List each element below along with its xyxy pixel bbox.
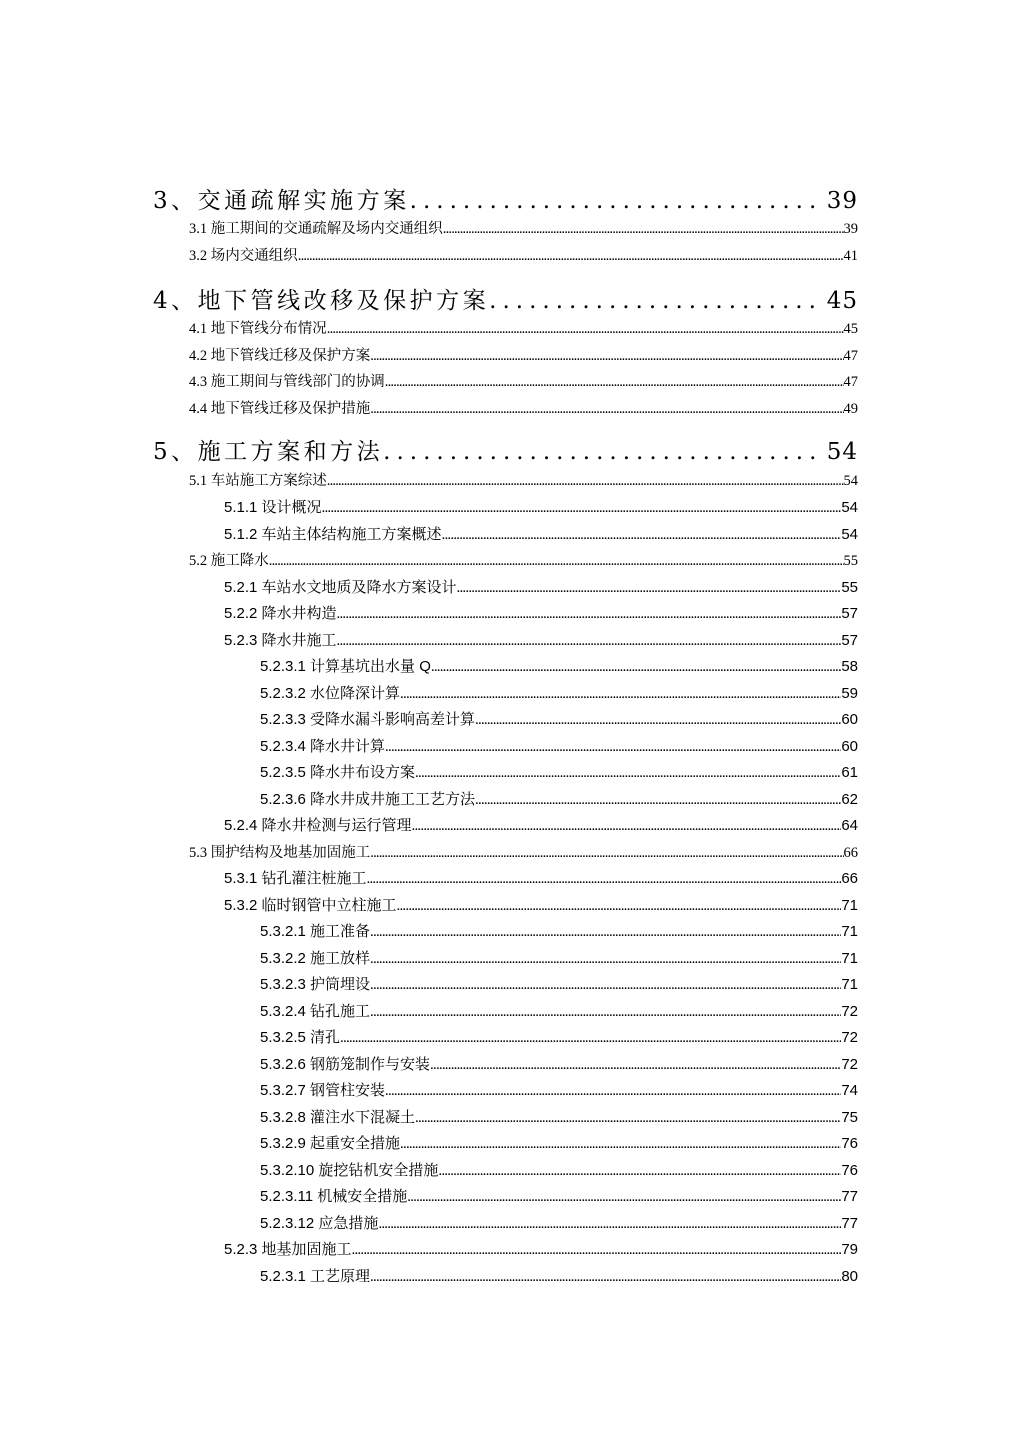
toc-entry-title: 5.1 车站施工方案综述	[189, 473, 327, 489]
toc-entry-title: 5.2.3 地基加固施工	[224, 1241, 352, 1258]
toc-entry[interactable]	[189, 344, 858, 365]
toc-entry-title: 4.2 地下管线迁移及保护方案	[189, 348, 371, 364]
toc-entry-title: 5.3.2.5 清孔	[260, 1029, 341, 1046]
toc-page-number: 45	[826, 288, 858, 314]
toc-dot-leader	[370, 845, 843, 862]
toc-page-number: 71	[841, 976, 858, 993]
toc-page-number: 47	[843, 348, 858, 364]
toc-entry-title: 5.3.2.7 钢管柱安装	[260, 1082, 386, 1099]
toc-dot-leader	[370, 348, 843, 365]
toc-entry-title: 3.2 场内交通组织	[189, 248, 298, 264]
toc-chapter-entry[interactable]	[153, 182, 858, 215]
toc-entry-title: 4.1 地下管线分布情况	[189, 321, 327, 337]
toc-dot-leader	[378, 1216, 841, 1233]
toc-dot-leader	[443, 221, 844, 238]
toc-dot-leader	[327, 321, 844, 338]
toc-dot-leader	[407, 1189, 841, 1206]
toc-dot-leader	[457, 580, 842, 597]
toc-page-number: 72	[841, 1056, 858, 1073]
toc-entry[interactable]	[224, 602, 858, 623]
toc-dot-leader	[430, 1057, 841, 1074]
toc-entry[interactable]	[260, 1079, 858, 1100]
toc-page-number: 77	[841, 1188, 858, 1205]
toc-entry-title: 5.3.2.8 灌注水下混凝土	[260, 1109, 416, 1126]
toc-page-number: 59	[841, 685, 858, 702]
toc-entry[interactable]	[260, 655, 858, 676]
toc-entry-title: 5.2.3.1 计算基坑出水量 Q	[260, 658, 431, 675]
toc-page-number: 55	[843, 553, 858, 569]
toc-entry[interactable]	[224, 894, 858, 915]
toc-entry-title: 5.2 施工降水	[189, 553, 269, 569]
toc-entry-title: 5.3.2.3 护筒埋设	[260, 976, 371, 993]
toc-page-number: 71	[841, 923, 858, 940]
toc-dot-leader	[400, 1136, 841, 1153]
toc-page-number: 54	[841, 499, 858, 516]
toc-page-number: 60	[841, 738, 858, 755]
toc-page-number: 71	[841, 897, 858, 914]
toc-entry[interactable]	[224, 867, 858, 888]
toc-entry[interactable]	[189, 317, 858, 338]
toc-dot-leader	[269, 553, 844, 570]
toc-entry-title: 5.2.3.4 降水井计算	[260, 738, 386, 755]
toc-dot-leader	[400, 686, 841, 703]
toc-entry-title: 4、地下管线改移及保护方案	[153, 288, 490, 314]
toc-entry-title: 5.2.2 降水井构造	[224, 605, 337, 622]
toc-dot-leader	[322, 500, 842, 517]
toc-entry[interactable]	[189, 469, 858, 490]
toc-entry-title: 5.2.4 降水井检测与运行管理	[224, 817, 412, 834]
toc-page-number: 41	[843, 248, 858, 264]
toc-entry[interactable]	[260, 761, 858, 782]
toc-dot-leader	[415, 1110, 841, 1127]
toc-dot-leader	[367, 871, 842, 888]
toc-chapter-entry[interactable]	[153, 433, 858, 466]
toc-entry-title: 5.3.2.1 施工准备	[260, 923, 371, 940]
toc-page-number: 54	[843, 473, 858, 489]
toc-page-number: 80	[841, 1268, 858, 1285]
toc-page-number: 49	[843, 401, 858, 417]
toc-entry[interactable]	[189, 370, 858, 391]
toc-dot-leader	[370, 1269, 841, 1286]
toc-page-number: 58	[841, 658, 858, 675]
toc-page-number: 66	[841, 870, 858, 887]
toc-entry-title: 5.2.3.11 机械安全措施	[260, 1188, 408, 1205]
toc-dot-leader	[298, 248, 844, 265]
toc-entry[interactable]	[189, 549, 858, 570]
toc-dot-leader	[475, 712, 841, 729]
toc-entry[interactable]	[260, 1053, 858, 1074]
toc-entry-title: 5.2.3 降水井施工	[224, 632, 337, 649]
toc-chapter-entry[interactable]	[153, 282, 858, 315]
toc-page-number: 62	[841, 791, 858, 808]
toc-entry[interactable]	[260, 947, 858, 968]
toc-entry-title: 5.2.3.3 受降水漏斗影响高差计算	[260, 711, 476, 728]
toc-dot-leader	[431, 659, 841, 676]
toc-entry[interactable]	[260, 1000, 858, 1021]
toc-dot-leader	[385, 374, 844, 391]
toc-page-number: 75	[841, 1109, 858, 1126]
toc-entry[interactable]	[224, 629, 858, 650]
toc-entry[interactable]	[224, 496, 858, 517]
toc-page-number: 57	[841, 632, 858, 649]
toc-dot-leader	[370, 951, 841, 968]
toc-page-number: 76	[841, 1162, 858, 1179]
toc-entry[interactable]	[189, 841, 858, 862]
toc-page-number: 47	[843, 374, 858, 390]
toc-entry[interactable]	[260, 1026, 858, 1047]
toc-page-number: 76	[841, 1135, 858, 1152]
toc-page-number: 54	[841, 526, 858, 543]
toc-entry[interactable]	[260, 1132, 858, 1153]
toc-entry-title: 5.3.2.6 钢筋笼制作与安装	[260, 1056, 431, 1073]
toc-entry-title: 5.2.1 车站水文地质及降水方案设计	[224, 579, 457, 596]
toc-entry[interactable]	[260, 682, 858, 703]
toc-page-number: 54	[826, 439, 858, 465]
toc-entry[interactable]	[189, 244, 858, 265]
toc-dot-leader	[438, 1163, 841, 1180]
toc-entry[interactable]	[189, 217, 858, 238]
toc-entry-title: 5.1.1 设计概况	[224, 499, 322, 516]
toc-dot-leader	[352, 1242, 842, 1259]
toc-entry[interactable]	[189, 397, 858, 418]
toc-entry-title: 5.2.3.2 水位降深计算	[260, 685, 401, 702]
toc-page-number: 55	[841, 579, 858, 596]
toc-entry[interactable]	[260, 708, 858, 729]
toc-entry-title: 5.3.2.4 钻孔施工	[260, 1003, 371, 1020]
toc-dot-leader	[370, 977, 841, 994]
toc-entry-title: 5.2.3.1 工艺原理	[260, 1268, 371, 1285]
toc-entry-title: 5.3.1 钻孔灌注桩施工	[224, 870, 367, 887]
toc-entry-title: 5.3.2 临时钢管中立柱施工	[224, 897, 397, 914]
toc-dot-leader	[337, 606, 842, 623]
toc-dot-leader	[370, 401, 843, 418]
toc-entry-title: 5.2.3.6 降水井成井施工工艺方法	[260, 791, 476, 808]
toc-entry[interactable]	[260, 1185, 858, 1206]
toc-dot-leader	[370, 1004, 841, 1021]
toc-dot-leader	[410, 188, 815, 214]
toc-page-number: 45	[843, 321, 858, 337]
toc-entry-title: 5.3.2.10 旋挖钻机安全措施	[260, 1162, 439, 1179]
toc-dot-leader	[327, 473, 844, 490]
toc-entry-title: 5.1.2 车站主体结构施工方案概述	[224, 526, 442, 543]
toc-dot-leader	[475, 792, 841, 809]
toc-page-number: 71	[841, 950, 858, 967]
toc-page-number: 64	[841, 817, 858, 834]
toc-dot-leader	[385, 1083, 841, 1100]
toc-entry[interactable]	[260, 920, 858, 941]
toc-entry-title: 5.2.3.12 应急措施	[260, 1215, 379, 1232]
toc-page-number: 77	[841, 1215, 858, 1232]
toc-page-number: 39	[843, 221, 858, 237]
toc-entry-title: 4.4 地下管线迁移及保护措施	[189, 401, 371, 417]
toc-page-number: 60	[841, 711, 858, 728]
toc-page-number: 79	[841, 1241, 858, 1258]
toc-entry-title: 5.3.2.9 起重安全措施	[260, 1135, 401, 1152]
toc-dot-leader	[340, 1030, 841, 1047]
toc-entry[interactable]	[260, 1159, 858, 1180]
toc-dot-leader	[397, 898, 842, 915]
toc-dot-leader	[489, 288, 815, 314]
toc-entry-title: 5.3.2.2 施工放样	[260, 950, 371, 967]
toc-entry[interactable]	[260, 735, 858, 756]
toc-page-number: 72	[841, 1003, 858, 1020]
toc-entry-title: 4.3 施工期间与管线部门的协调	[189, 374, 385, 390]
toc-dot-leader	[337, 633, 842, 650]
toc-entry-title: 5.3 围护结构及地基加固施工	[189, 845, 371, 861]
toc-dot-leader	[383, 439, 815, 465]
toc-dot-leader	[412, 818, 842, 835]
toc-entry[interactable]	[224, 576, 858, 597]
toc-entry[interactable]	[224, 523, 858, 544]
toc-page-number: 72	[841, 1029, 858, 1046]
toc-entry-title: 3、交通疏解实施方案	[153, 188, 410, 214]
toc-page-number: 57	[841, 605, 858, 622]
toc-entry[interactable]	[260, 1106, 858, 1127]
toc-page-number: 66	[843, 845, 858, 861]
toc-entry[interactable]	[260, 1265, 858, 1286]
toc-entry[interactable]	[260, 973, 858, 994]
toc-entry[interactable]	[224, 1238, 858, 1259]
toc-entry-title: 5、施工方案和方法	[153, 439, 384, 465]
toc-entry-title: 5.2.3.5 降水井布设方案	[260, 764, 416, 781]
toc-entry[interactable]	[260, 788, 858, 809]
toc-entry[interactable]	[224, 814, 858, 835]
toc-entry[interactable]	[260, 1212, 858, 1233]
toc-dot-leader	[415, 765, 841, 782]
toc-page-number: 74	[841, 1082, 858, 1099]
toc-dot-leader	[442, 527, 842, 544]
toc-dot-leader	[385, 739, 841, 756]
toc-entry-title: 3.1 施工期间的交通疏解及场内交通组织	[189, 221, 443, 237]
toc-page-number: 61	[841, 764, 858, 781]
toc-page-number: 39	[826, 188, 858, 214]
toc-dot-leader	[370, 924, 841, 941]
